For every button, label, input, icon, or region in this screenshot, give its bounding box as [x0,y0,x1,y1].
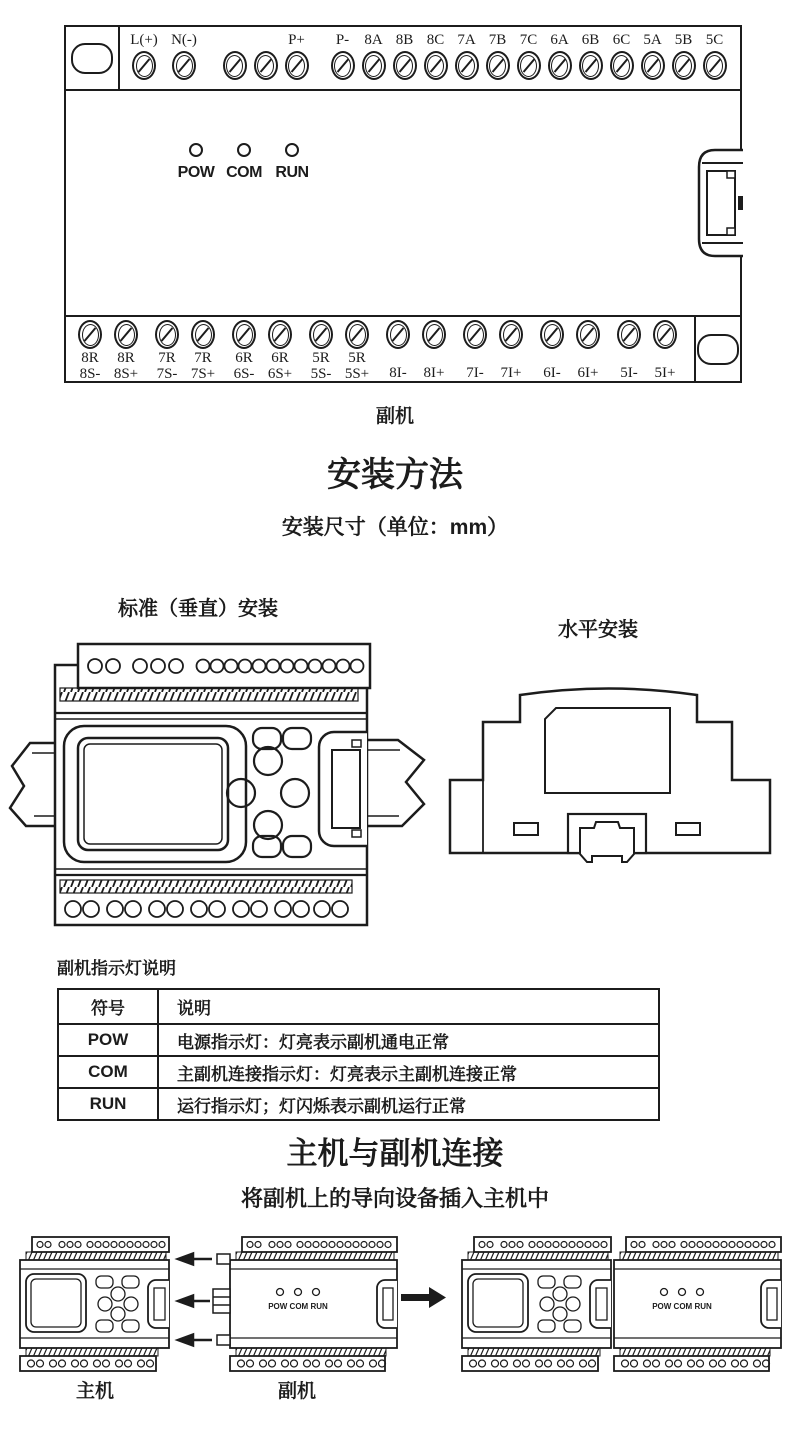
terminal-group [219,29,312,80]
terminal [185,320,221,381]
master-label: 主机 [75,1381,114,1402]
screw-terminal-icon [254,51,278,80]
screw-terminal-icon [641,51,665,80]
terminal [570,320,606,381]
terminal [303,320,339,381]
terminal [457,320,493,381]
terminal-label: 5B [674,32,693,48]
terminal [164,29,204,80]
screw-terminal-icon [393,51,417,80]
screw-terminal-icon [703,51,727,80]
status-led [268,143,316,182]
screw-terminal-icon [576,320,600,349]
terminal [339,320,375,381]
terminal-label: 6S- [233,366,255,381]
terminal [281,29,312,80]
screw-terminal-icon [223,51,247,80]
terminal [544,29,575,80]
led-table-title: 副机指示灯说明 [57,959,176,978]
screw-terminal-icon [653,320,677,349]
screw-terminal-icon [268,320,292,349]
terminal-label: 7R [158,350,176,366]
screw-terminal-icon [486,51,510,80]
terminal [606,29,637,80]
terminal [358,29,389,80]
screw-terminal-icon [579,51,603,80]
screw-terminal-icon [309,320,333,349]
terminal [219,29,250,80]
terminal-label: 5R [348,350,366,366]
terminal-label: 6A [550,32,569,48]
top-terminals [120,27,740,89]
terminal-label: 8R [117,350,135,366]
device-caption: 副机 [375,406,414,427]
terminal-group [380,320,452,381]
terminal [513,29,544,80]
terminal-label: 7B [488,32,507,48]
table-row [58,1024,659,1056]
screw-terminal-icon [463,320,487,349]
screw-terminal-icon [617,320,641,349]
install-heading: 安装方法 [327,456,463,494]
screw-terminal-icon [386,320,410,349]
terminal [534,320,570,381]
led-label: COM [226,164,262,181]
terminal [262,320,298,381]
screw-terminal-icon [191,320,215,349]
terminal-label: 8R [81,350,99,366]
terminal [416,320,452,381]
screw-terminal-icon [78,320,102,349]
terminal-group [611,320,683,381]
terminal-group [149,320,221,381]
terminal-label: 6R [271,350,289,366]
terminal-label: 6I- [543,365,561,381]
terminal [380,320,416,381]
terminal-label: 5A [643,32,662,48]
connection-heading: 主机与副机连接 [286,1136,504,1171]
screw-terminal-icon [455,51,479,80]
screw-terminal-icon [232,320,256,349]
slave-label: 副机 [277,1381,316,1402]
screw-terminal-icon [610,51,634,80]
terminal-label: 5S+ [344,366,370,381]
terminal-label: 7R [194,350,212,366]
horizontal-install-diagram [448,678,778,870]
terminal-label: 6B [581,32,600,48]
screw-terminal-icon [540,320,564,349]
led-table [57,988,660,1121]
terminal-label: P+ [288,32,305,48]
led-label: RUN [275,164,309,181]
terminal-label: 7I+ [500,365,522,381]
terminal-group [303,320,375,381]
terminal-label: 6S+ [267,366,293,381]
led-label: POW [177,164,215,181]
terminal [250,29,281,80]
terminal-group [72,320,144,381]
table-row [58,1088,659,1120]
bottom-terminals [66,317,694,381]
terminal-label: 5S- [310,366,332,381]
screw-terminal-icon [172,51,196,80]
horizontal-install-label: 水平安装 [558,619,638,641]
led-circle-icon [285,143,299,157]
terminal-label: 6R [235,350,253,366]
mount-hole-bottom-right [694,317,740,381]
mount-hole-top-left [66,27,120,89]
terminal-group [457,320,529,381]
led-circle-icon [237,143,251,157]
terminal-label: 8S+ [113,366,139,381]
terminal-label: 8A [364,32,383,48]
connection-subheading: 将副机上的导向设备插入主机中 [240,1186,549,1211]
screw-terminal-icon [132,51,156,80]
header-description: 说明 [158,989,659,1024]
terminal [611,320,647,381]
terminal-label: 7C [519,32,538,48]
terminal [108,320,144,381]
terminal-label: 8B [395,32,414,48]
terminal [149,320,185,381]
terminal-label: 6C [612,32,631,48]
terminal [226,320,262,381]
terminal-label: 8C [426,32,445,48]
screw-terminal-icon [499,320,523,349]
status-led [220,143,268,182]
screw-terminal-icon [362,51,386,80]
terminal [420,29,451,80]
terminal [699,29,730,80]
vertical-install-label: 标准（垂直）安装 [118,598,278,620]
screw-terminal-icon [114,320,138,349]
status-led [172,143,220,182]
terminal-group [327,29,730,80]
connection-after-diagram [452,1232,790,1374]
terminal-label: 5C [705,32,724,48]
led-symbol-cell: POW [58,1024,158,1056]
expansion-connector [693,147,743,259]
terminal [668,29,699,80]
terminal-label: 7A [457,32,476,48]
led-description-cell: 运行指示灯；灯闪烁表示副机运行正常 [158,1088,659,1120]
screw-terminal-icon [548,51,572,80]
terminal-label: 7S- [156,366,178,381]
terminal-label: 5R [312,350,330,366]
slave-device-diagram [64,25,742,383]
table-header-row [58,989,659,1024]
screw-terminal-icon [422,320,446,349]
screw-terminal-icon [517,51,541,80]
top-terminal-strip [66,27,740,91]
screw-terminal-icon [331,51,355,80]
led-description-cell: 电源指示灯：灯亮表示副机通电正常 [158,1024,659,1056]
terminal-label: 6I+ [577,365,599,381]
terminal [451,29,482,80]
terminal-label: 7I- [466,365,484,381]
status-led-row [172,143,316,182]
terminal-label: 8S- [79,366,101,381]
install-subheading: 安装尺寸（单位：mm） [281,516,509,539]
terminal-group [124,29,204,80]
screw-terminal-icon [285,51,309,80]
terminal [482,29,513,80]
terminal-label: 8I- [389,365,407,381]
terminal [575,29,606,80]
screw-terminal-icon [424,51,448,80]
led-description-cell: 主副机连接指示灯：灯亮表示主副机连接正常 [158,1056,659,1088]
led-circle-icon [189,143,203,157]
table-row [58,1056,659,1088]
terminal-group [534,320,606,381]
terminal-label: L(+) [130,32,158,48]
terminal [389,29,420,80]
terminal [637,29,668,80]
terminal [72,320,108,381]
bottom-terminal-strip [66,315,740,381]
terminal-label: 8I+ [423,365,445,381]
terminal [124,29,164,80]
connection-before-diagram [16,1232,400,1374]
terminal [327,29,358,80]
terminal-label: 5I+ [654,365,676,381]
mount-slot-icon [71,43,113,74]
terminal-label: 7S+ [190,366,216,381]
header-symbol: 符号 [58,989,158,1024]
screw-terminal-icon [345,320,369,349]
terminal [647,320,683,381]
mount-slot-icon [697,334,739,365]
terminal-label: 5I- [620,365,638,381]
terminal-group [226,320,298,381]
led-symbol-cell: COM [58,1056,158,1088]
screw-terminal-icon [672,51,696,80]
right-arrow-icon [401,1286,447,1309]
led-symbol-cell: RUN [58,1088,158,1120]
screw-terminal-icon [155,320,179,349]
terminal [493,320,529,381]
terminal-label: N(-) [171,32,197,48]
terminal-label: P- [335,32,350,48]
vertical-install-diagram [0,640,430,948]
